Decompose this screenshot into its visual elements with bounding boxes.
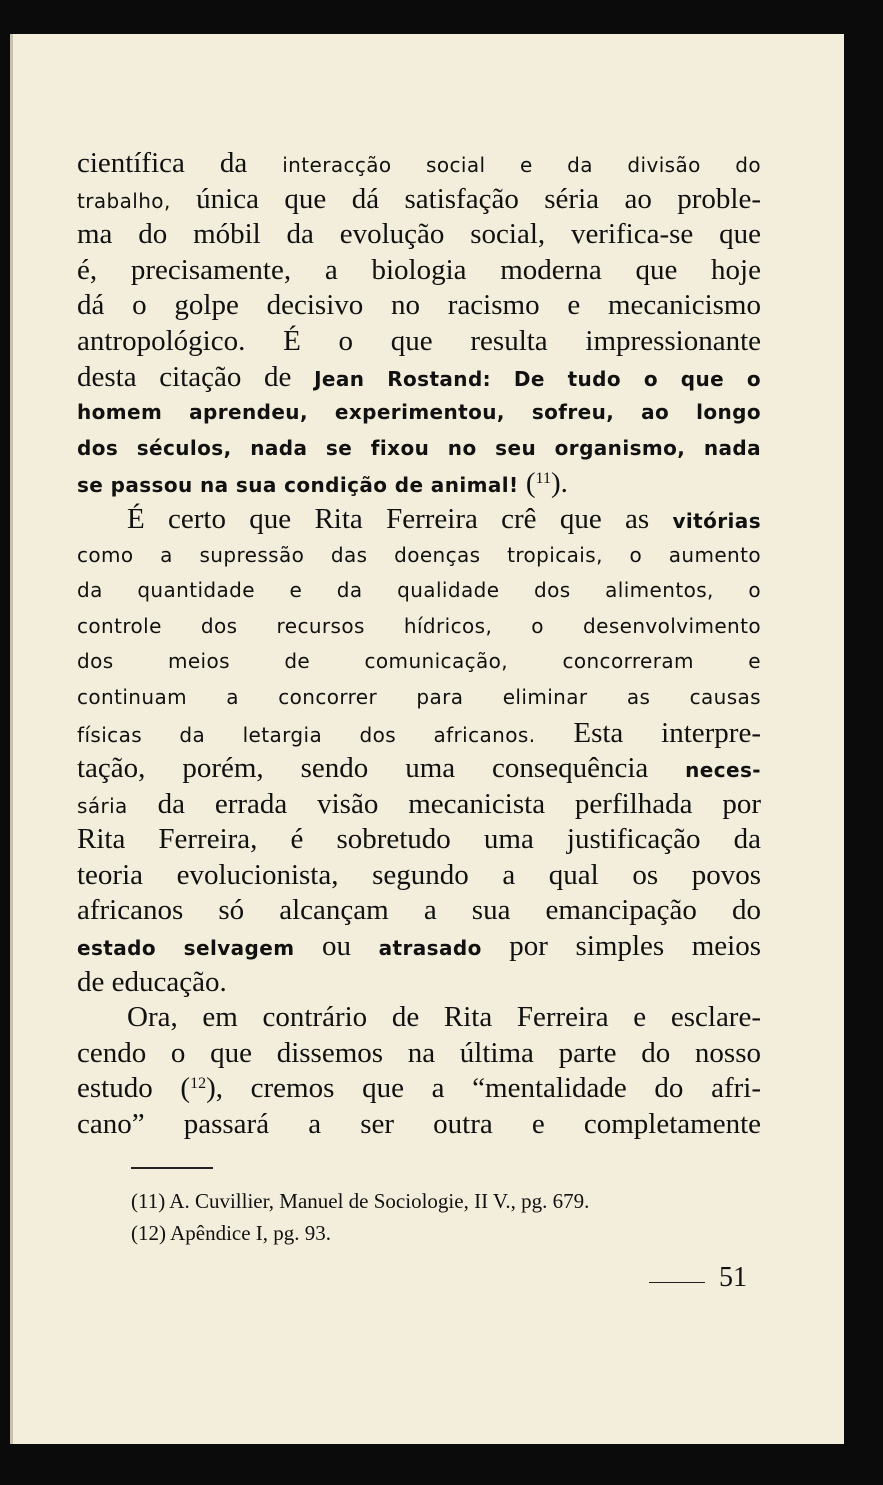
text-line: estado selvagem ou atrasado por simples meios bbox=[77, 930, 762, 963]
text-line: ma do móbil da evolução social, verifica-se que bbox=[77, 218, 761, 251]
text-line: continuam a concorrer para eliminar as causas bbox=[77, 684, 761, 709]
text-line: é, precisamente, a biologia moderna que hoje bbox=[77, 253, 761, 286]
footnote-separator bbox=[131, 1167, 213, 1169]
quote-line: dos séculos, nada se fixou no seu organismo, nada bbox=[77, 435, 761, 460]
text-line: trabalho, única que dá satisfação séria ao proble- bbox=[77, 182, 761, 215]
text-line: desta citação de Jean Rostand: De tudo o que o bbox=[77, 360, 761, 393]
text-line: estudo ($^{12}$), cremos que a “mentalidade do afri- bbox=[77, 1072, 762, 1105]
text-line: É certo que Rita Ferreira crê que as vitórias bbox=[127, 502, 761, 535]
text-line: Ora, em contrário de Rita Ferreira e esclare- bbox=[127, 1001, 761, 1034]
quote-line: homem aprendeu, experimentou, sofreu, ao longo bbox=[77, 400, 761, 425]
text-line: sária da errada visão mecanicista perfilhada por bbox=[77, 787, 761, 820]
text-line: africanos só alcançam a sua emancipação do bbox=[77, 894, 761, 927]
footnotes bbox=[131, 1185, 751, 1249]
quote-line: se passou na sua condição de animal! ($^{11}$). bbox=[77, 467, 568, 500]
text-line: antropológico. É o que resulta impressionante bbox=[77, 324, 761, 357]
text-line: tação, porém, sendo uma consequência neces- bbox=[77, 752, 761, 785]
text-line: como a supressão das doenças tropicais, o aumento bbox=[77, 542, 761, 567]
text-line: cano” passará a ser outra e completamente bbox=[77, 1108, 761, 1141]
text-line: dos meios de comunicação, concorreram e bbox=[77, 649, 761, 674]
footnote-11: (11) A. Cuvillier, Manuel de Sociologie, II V., pg. 679. bbox=[131, 1189, 590, 1213]
page-number: 51 bbox=[719, 1262, 747, 1293]
footnote-ref: 11 bbox=[535, 470, 551, 488]
text-line: físicas da letargia dos africanos. Esta interpre- bbox=[77, 716, 761, 749]
page-number-rule bbox=[649, 1282, 705, 1283]
text-line: cendo o que dissemos na última parte do nosso bbox=[77, 1036, 761, 1069]
text-line: dá o golpe decisivo no racismo e mecanicismo bbox=[77, 289, 761, 322]
text-line: de educação. bbox=[77, 965, 227, 998]
footnote-ref: 12 bbox=[190, 1075, 207, 1093]
book-page bbox=[10, 34, 844, 1444]
text-line: científica da interacção social e da divisão do bbox=[77, 147, 761, 179]
text-line: da quantidade e da qualidade dos alimentos, o bbox=[77, 578, 761, 603]
body-text bbox=[77, 146, 761, 1143]
text-line: teoria evolucionista, segundo a qual os povos bbox=[77, 858, 761, 891]
footnote-12: (12) Apêndice I, pg. 93. bbox=[131, 1221, 332, 1245]
text-line: Rita Ferreira, é sobretudo uma justificação da bbox=[77, 823, 761, 856]
text-line: controle dos recursos hídricos, o desenvolvimento bbox=[77, 613, 761, 638]
